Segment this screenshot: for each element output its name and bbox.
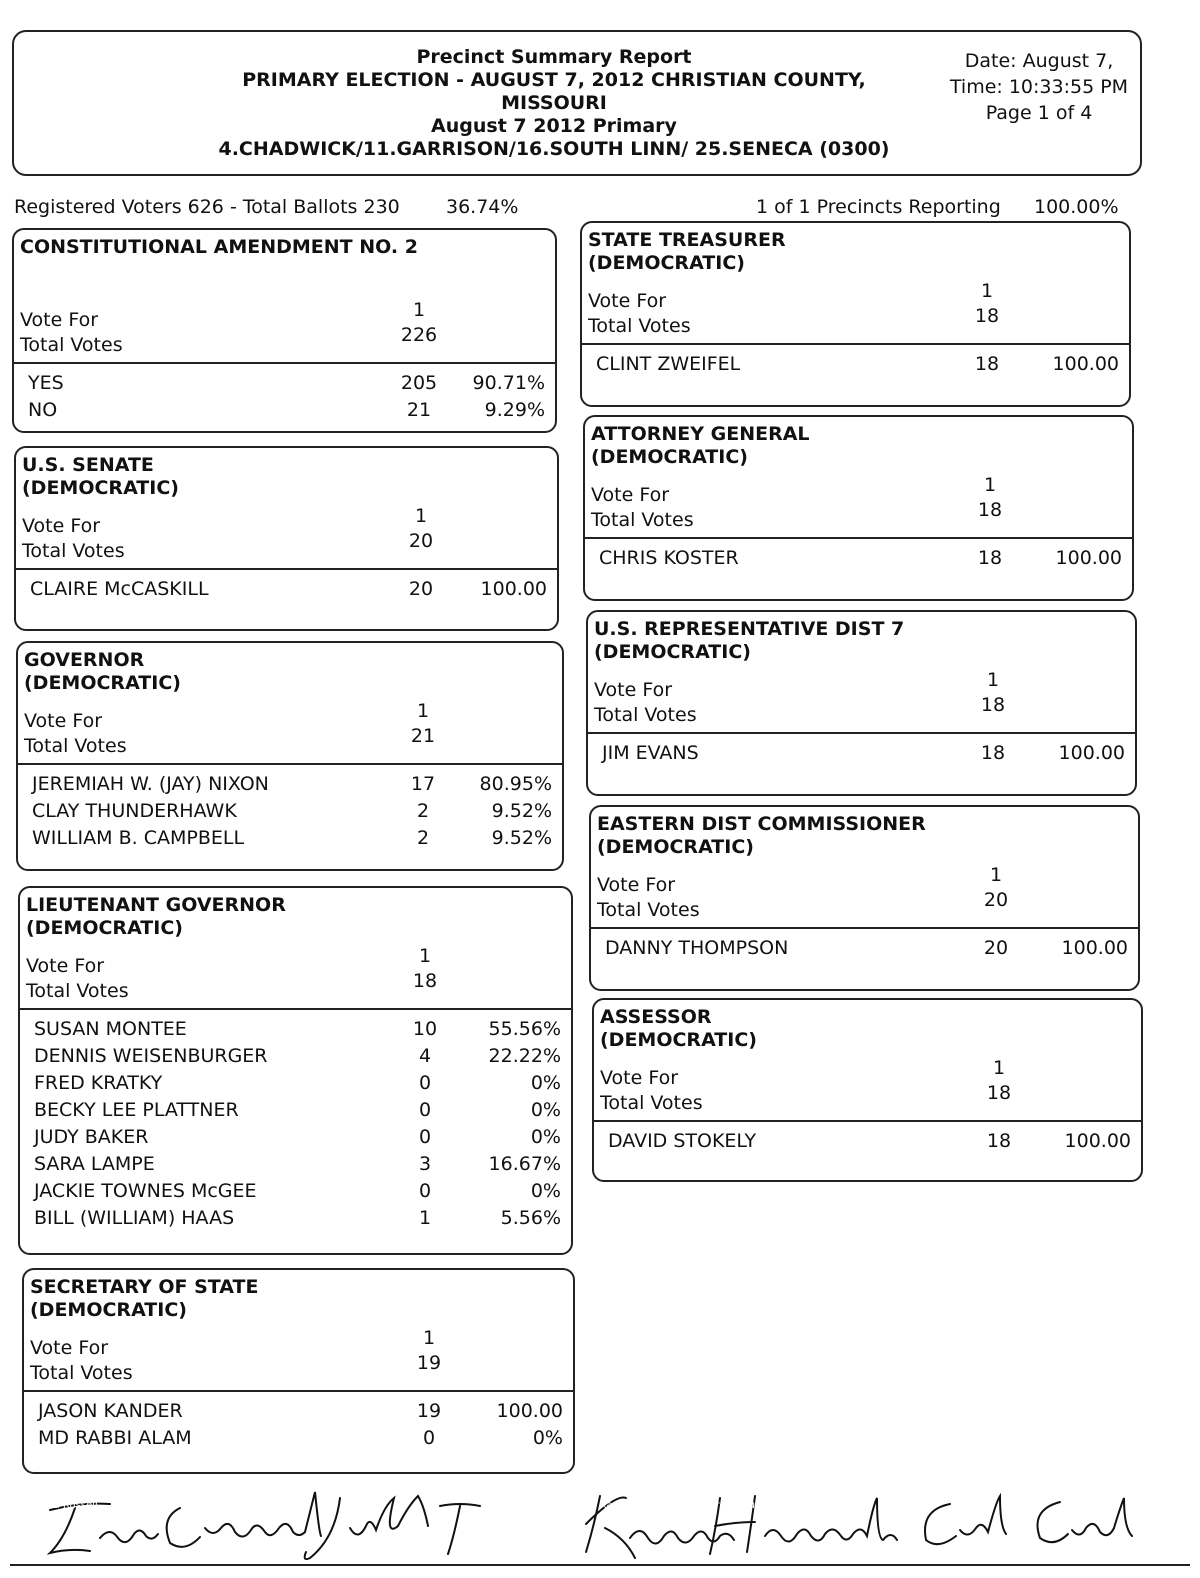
report-header [12, 30, 1142, 176]
candidate-row [34, 1072, 561, 1099]
race-title [594, 618, 904, 664]
total-votes-label: Total Votes [26, 980, 129, 1002]
candidate-percent: 100.00 [1061, 937, 1128, 959]
candidate-row [34, 1180, 561, 1207]
total-votes-label: Total Votes [588, 315, 691, 337]
right-race-4 [592, 998, 1143, 1182]
race-divider [20, 1008, 571, 1010]
candidate-row [32, 827, 552, 854]
left-race-0 [12, 228, 557, 433]
signatures [20, 1478, 1160, 1568]
signature-1: Lisa Russell [40, 1500, 98, 1511]
candidate-row [32, 800, 552, 827]
candidate-percent: 0% [530, 1072, 561, 1094]
race-title-line: ATTORNEY GENERAL [591, 423, 810, 445]
left-race-3 [18, 886, 573, 1255]
race-title-line: (DEMOCRATIC) [600, 1029, 757, 1051]
candidate-row [28, 372, 545, 399]
signature-1-drawing [50, 1492, 480, 1559]
vote-for-label: Vote For [594, 679, 673, 701]
total-votes-label: Total Votes [22, 540, 125, 562]
candidate-name: YES [28, 372, 64, 394]
race-title-line: (DEMOCRATIC) [597, 836, 754, 858]
candidate-name: CLAIRE McCASKILL [30, 578, 209, 600]
total-votes-label: Total Votes [600, 1092, 703, 1114]
race-title-line: U.S. REPRESENTATIVE DIST 7 [594, 618, 905, 640]
candidate-votes: 18 [977, 547, 1003, 569]
signature-2: Karren Householder Carla Crouch [600, 1500, 767, 1511]
candidate-row [34, 1126, 561, 1153]
report-title [154, 46, 954, 161]
candidate-votes: 205 [400, 372, 438, 394]
candidate-row [608, 1130, 1131, 1157]
candidate-votes: 2 [416, 827, 430, 849]
candidate-name: DENNIS WEISENBURGER [34, 1045, 268, 1067]
race-divider [582, 343, 1129, 345]
title-line-4: August 7 2012 Primary [431, 115, 677, 137]
candidate-name: DANNY THOMPSON [605, 937, 789, 959]
left-race-1 [14, 446, 559, 631]
candidate-name: BILL (WILLIAM) HAAS [34, 1207, 235, 1229]
race-title-line: (DEMOCRATIC) [22, 477, 179, 499]
candidate-percent: 0% [530, 1180, 561, 1202]
candidate-percent: 100.00 [1052, 353, 1119, 375]
race-title-line: SECRETARY OF STATE [30, 1276, 259, 1298]
title-line-1: Precinct Summary Report [416, 46, 692, 68]
total-votes-value: 18 [980, 694, 1006, 716]
race-title-line: EASTERN DIST COMMISSIONER [597, 813, 926, 835]
race-title [600, 1006, 757, 1052]
candidate-percent: 90.71% [472, 372, 545, 394]
race-title-line: (DEMOCRATIC) [594, 641, 751, 663]
report-date: Date: August 7, [964, 50, 1114, 72]
total-votes-value: 20 [408, 530, 434, 552]
candidate-votes: 10 [412, 1018, 438, 1040]
race-divider [14, 362, 555, 364]
candidate-votes: 18 [986, 1130, 1012, 1152]
candidate-row [34, 1153, 561, 1180]
vote-for-value: 1 [980, 280, 994, 302]
vote-for-label: Vote For [600, 1067, 679, 1089]
race-divider [585, 537, 1132, 539]
candidate-percent: 100.00 [1055, 547, 1122, 569]
candidate-votes: 4 [418, 1045, 432, 1067]
candidate-row [605, 937, 1128, 964]
vote-for-value: 1 [422, 1327, 436, 1349]
turnout-percent: 36.74% [446, 196, 519, 218]
candidate-votes: 0 [418, 1099, 432, 1121]
candidate-votes: 21 [406, 399, 432, 421]
vote-for-value: 1 [989, 864, 1003, 886]
candidate-name: JUDY BAKER [34, 1126, 149, 1148]
candidate-row [38, 1427, 563, 1454]
candidate-row [28, 399, 545, 426]
candidate-name: JASON KANDER [38, 1400, 183, 1422]
registered-voters: Registered Voters 626 - Total Ballots 230 [14, 196, 400, 218]
race-divider [594, 1120, 1141, 1122]
race-title [24, 649, 181, 695]
total-votes-value: 20 [983, 889, 1009, 911]
race-divider [16, 568, 557, 570]
vote-for-value: 1 [416, 700, 430, 722]
race-title-line: (DEMOCRATIC) [26, 917, 183, 939]
candidate-name: CHRIS KOSTER [599, 547, 739, 569]
title-line-5: 4.CHADWICK/11.GARRISON/16.SOUTH LINN/ 25.SENECA (0300) [218, 138, 890, 160]
total-votes-label: Total Votes [597, 899, 700, 921]
candidate-votes: 0 [418, 1072, 432, 1094]
vote-for-label: Vote For [591, 484, 670, 506]
total-votes-label: Total Votes [30, 1362, 133, 1384]
race-title [26, 894, 286, 940]
candidate-votes: 17 [410, 773, 436, 795]
total-votes-label: Total Votes [24, 735, 127, 757]
vote-for-label: Vote For [22, 515, 101, 537]
candidate-name: JACKIE TOWNES McGEE [34, 1180, 257, 1202]
total-votes-value: 18 [986, 1082, 1012, 1104]
vote-for-label: Vote For [24, 710, 103, 732]
candidate-percent: 0% [530, 1126, 561, 1148]
race-divider [24, 1390, 573, 1392]
total-votes-value: 18 [977, 499, 1003, 521]
candidate-percent: 100.00 [1058, 742, 1125, 764]
candidate-name: FRED KRATKY [34, 1072, 163, 1094]
candidate-percent: 16.67% [488, 1153, 561, 1175]
candidate-votes: 20 [983, 937, 1009, 959]
vote-for-value: 1 [414, 505, 428, 527]
candidate-name: SARA LAMPE [34, 1153, 155, 1175]
candidate-name: MD RABBI ALAM [38, 1427, 192, 1449]
candidate-votes: 3 [418, 1153, 432, 1175]
race-title-line: (DEMOCRATIC) [30, 1299, 187, 1321]
right-race-0 [580, 221, 1131, 407]
total-votes-value: 19 [416, 1352, 442, 1374]
total-votes-label: Total Votes [20, 334, 123, 356]
candidate-row [602, 742, 1125, 769]
candidate-percent: 55.56% [488, 1018, 561, 1040]
candidate-percent: 22.22% [488, 1045, 561, 1067]
candidate-percent: 5.56% [500, 1207, 561, 1229]
candidate-name: WILLIAM B. CAMPBELL [32, 827, 245, 849]
candidate-votes: 2 [416, 800, 430, 822]
candidate-percent: 9.29% [484, 399, 545, 421]
total-votes-value: 21 [410, 725, 436, 747]
candidate-name: CLAY THUNDERHAWK [32, 800, 237, 822]
candidate-percent: 9.52% [491, 800, 552, 822]
vote-for-value: 1 [992, 1057, 1006, 1079]
candidate-row [34, 1207, 561, 1234]
race-title-line: STATE TREASURER [588, 229, 786, 251]
candidate-row [38, 1400, 563, 1427]
precincts-reporting: 1 of 1 Precincts Reporting [756, 196, 1001, 218]
candidate-percent: 100.00 [496, 1400, 563, 1422]
candidate-percent: 9.52% [491, 827, 552, 849]
candidate-row [34, 1045, 561, 1072]
race-title [588, 229, 786, 275]
candidate-name: SUSAN MONTEE [34, 1018, 187, 1040]
race-divider [588, 732, 1135, 734]
race-title [591, 423, 810, 469]
candidate-name: CLINT ZWEIFEL [596, 353, 741, 375]
bottom-divider [10, 1564, 1190, 1566]
candidate-name: JEREMIAH W. (JAY) NIXON [32, 773, 269, 795]
candidate-row [596, 353, 1119, 380]
candidate-name: BECKY LEE PLATTNER [34, 1099, 239, 1121]
vote-for-label: Vote For [30, 1337, 109, 1359]
candidate-name: JIM EVANS [602, 742, 699, 764]
report-page: Page 1 of 4 [985, 102, 1093, 124]
race-title-line: ASSESSOR [600, 1006, 712, 1028]
race-title-line: (DEMOCRATIC) [588, 252, 745, 274]
vote-for-label: Vote For [597, 874, 676, 896]
candidate-votes: 0 [418, 1180, 432, 1202]
candidate-percent: 80.95% [479, 773, 552, 795]
candidate-row [32, 773, 552, 800]
report-meta [934, 48, 1144, 126]
total-votes-value: 18 [974, 305, 1000, 327]
candidate-votes: 0 [422, 1427, 436, 1449]
candidate-votes: 18 [974, 353, 1000, 375]
candidate-votes: 1 [418, 1207, 432, 1229]
race-title-line: CONSTITUTIONAL AMENDMENT NO. 2 [20, 236, 418, 258]
total-votes-value: 18 [412, 970, 438, 992]
candidate-row [34, 1099, 561, 1126]
candidate-row [30, 578, 547, 605]
candidate-votes: 20 [408, 578, 434, 600]
candidate-percent: 100.00 [1064, 1130, 1131, 1152]
vote-for-label: Vote For [26, 955, 105, 977]
right-race-1 [583, 415, 1134, 601]
vote-for-value: 1 [418, 945, 432, 967]
race-title-line: (DEMOCRATIC) [591, 446, 748, 468]
total-votes-label: Total Votes [594, 704, 697, 726]
vote-for-value: 1 [412, 299, 426, 321]
vote-for-value: 1 [983, 474, 997, 496]
race-title [30, 1276, 258, 1322]
race-title [597, 813, 926, 859]
candidate-percent: 0% [532, 1427, 563, 1449]
candidate-votes: 19 [416, 1400, 442, 1422]
race-title-line: GOVERNOR [24, 649, 145, 671]
precincts-percent: 100.00% [1034, 196, 1119, 218]
race-title [22, 454, 179, 500]
vote-for-label: Vote For [588, 290, 667, 312]
right-race-3 [589, 805, 1140, 991]
vote-for-value: 1 [986, 669, 1000, 691]
title-line-3: MISSOURI [501, 92, 607, 114]
race-divider [18, 763, 562, 765]
race-title [20, 236, 418, 259]
race-title-line: U.S. SENATE [22, 454, 154, 476]
total-votes-value: 226 [400, 324, 438, 346]
report-time: Time: 10:33:55 PM [949, 76, 1129, 98]
candidate-votes: 0 [418, 1126, 432, 1148]
candidate-name: DAVID STOKELY [608, 1130, 757, 1152]
vote-for-label: Vote For [20, 309, 99, 331]
candidate-row [34, 1018, 561, 1045]
candidate-percent: 100.00 [480, 578, 547, 600]
right-race-2 [586, 610, 1137, 796]
left-race-2 [16, 641, 564, 871]
candidate-votes: 18 [980, 742, 1006, 764]
candidate-row [599, 547, 1122, 574]
title-line-2: PRIMARY ELECTION - AUGUST 7, 2012 CHRISTIAN COUNTY, [242, 69, 866, 91]
race-title-line: (DEMOCRATIC) [24, 672, 181, 694]
total-votes-label: Total Votes [591, 509, 694, 531]
candidate-percent: 0% [530, 1099, 561, 1121]
race-title-line: LIEUTENANT GOVERNOR [26, 894, 286, 916]
race-divider [591, 927, 1138, 929]
candidate-name: NO [28, 399, 58, 421]
left-race-4 [22, 1268, 575, 1474]
